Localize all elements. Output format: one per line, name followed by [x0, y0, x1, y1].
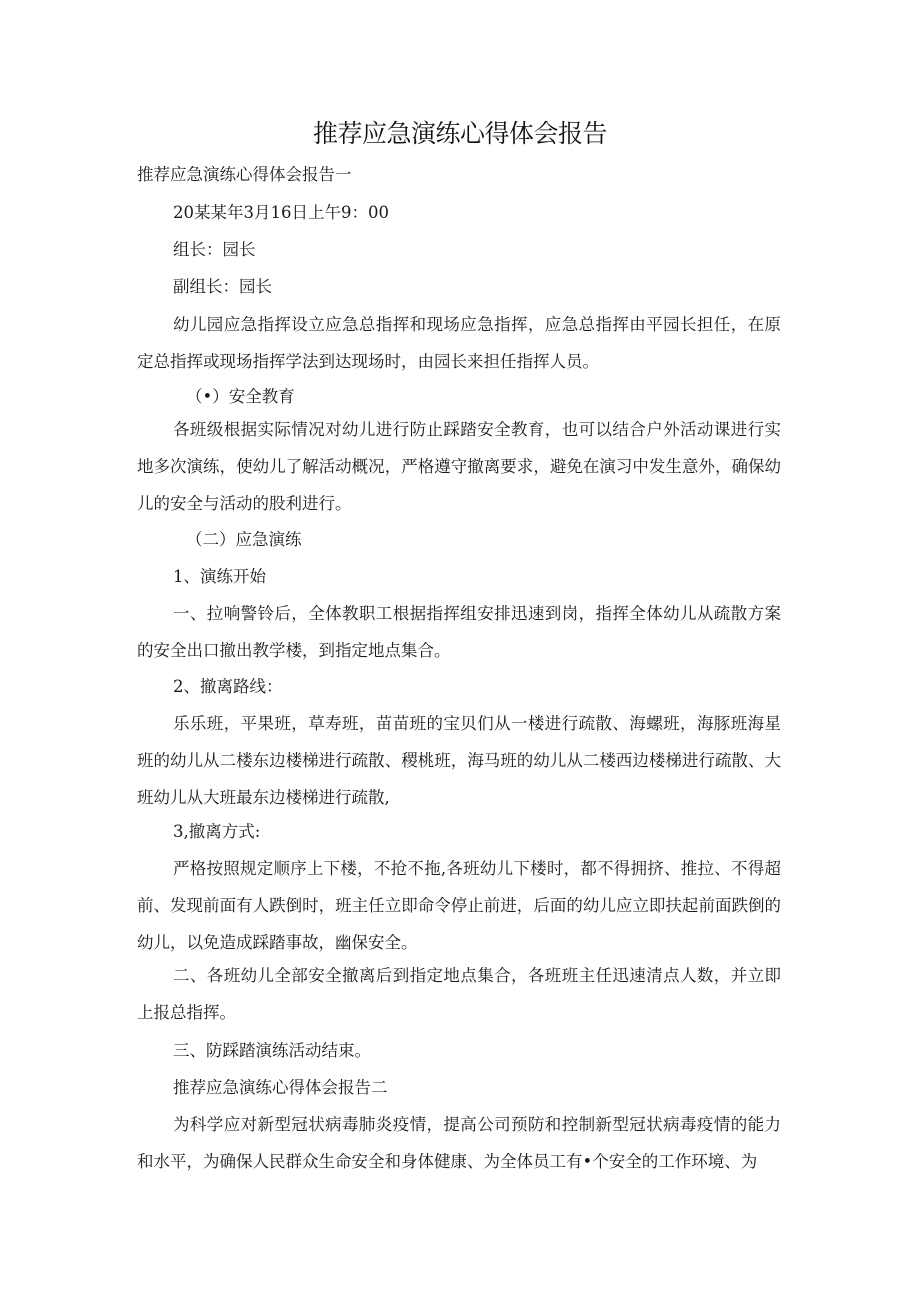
step-drill-start: 1、演练开始: [173, 567, 266, 586]
education-paragraph: 各班级根据实际情况对幼儿进行防止踩踏安全教育，也可以结合户外活动课进行实地多次演练，使幼儿了解活动概况，严格遵守撤离要求，避免在演习中发生意外，确保幼儿的安全与活动的股利进行。: [137, 420, 781, 513]
section-emergency-drill: （二）应急演练: [186, 530, 302, 549]
step-evacuation-method: 3,撤离方式:: [173, 822, 261, 841]
method-paragraph: 严格按照规定顺序上下楼，不抢不拖,各班幼儿下楼时，都不得拥挤、推拉、不得超前、发现前面有人跌倒时，班主任立即命令停止前进，后面的幼儿应立即扶起前面跌倒的幼儿，以免造成踩踏事故，幽保安全。: [137, 859, 781, 952]
deputy-leader-line: 副组长：园长: [173, 277, 272, 296]
report-two-heading: 推荐应急演练心得体会报告二: [173, 1078, 388, 1097]
report-one-heading: 推荐应急演练心得体会报告一: [137, 165, 352, 184]
drill-end-line: 三、防踩踏演练活动结束。: [173, 1041, 371, 1060]
document-title: 推荐应急演练心得体会报告: [312, 119, 607, 148]
section-safety-education: （•）安全教育: [186, 387, 295, 406]
covid-paragraph: 为科学应对新型冠状病毒肺炎疫情，提高公司预防和控制新型冠状病毒疫情的能力和水平，为确保人民群众生命安全和身体健康、为全体员工有•个安全的工作环境、为: [137, 1115, 781, 1171]
leader-line: 组长：园长: [173, 240, 256, 259]
step-evacuation-route: 2、撤离路线：: [173, 677, 283, 696]
alarm-paragraph: 一、拉响警铃后，全体教职工根据指挥组安排迅速到岗，指挥全体幼儿从疏散方案的安全出口撤出教学楼，到指定地点集合。: [137, 604, 781, 660]
gather-paragraph: 二、各班幼儿全部安全撤离后到指定地点集合，各班班主任迅速清点人数，并立即上报总指挥。: [137, 966, 781, 1022]
command-paragraph: 幼儿园应急指挥设立应急总指挥和现场应急指挥，应急总指挥由平园长担任，在原定总指挥或现场指挥学法到达现场时，由园长来担任指挥人员。: [137, 315, 781, 371]
drill-datetime: 20某某年3月16日上午9：00: [173, 203, 389, 222]
route-paragraph: 乐乐班，平果班，草寿班，苗苗班的宝贝们从一楼进行疏散、海螺班，海豚班海星班的幼儿从二楼东边楼梯进行疏散、稷桃班，海马班的幼儿从二楼西边楼梯进行疏散、大班幼儿从大班最东边楼梯进行疏散,: [137, 714, 781, 807]
